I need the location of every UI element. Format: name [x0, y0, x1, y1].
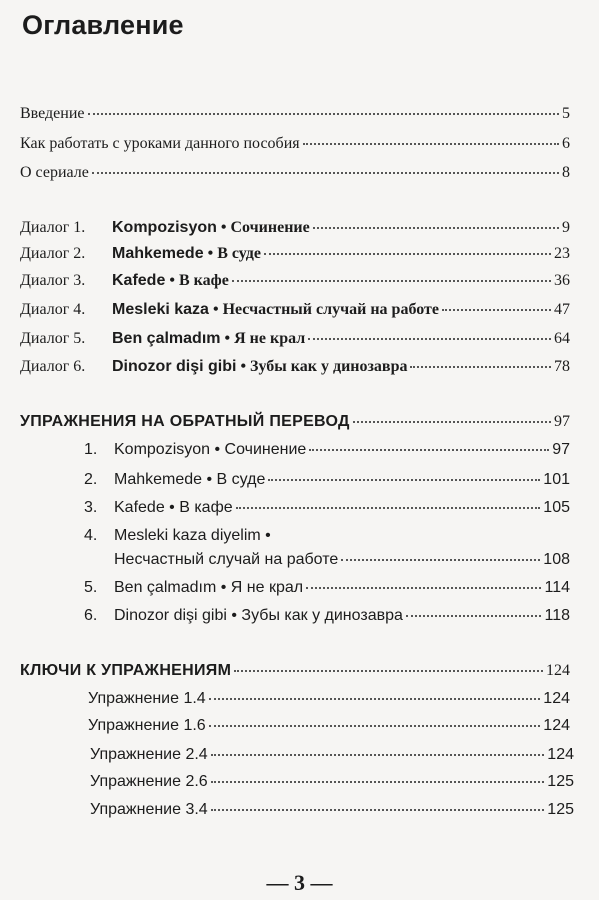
toc-entry-dialog — [20, 357, 570, 377]
title-separator: • — [236, 358, 251, 375]
dialog-title-russian: Зубы как у динозавра — [250, 358, 408, 375]
exercise-number: 2. — [84, 471, 98, 488]
dot-leader — [313, 227, 559, 229]
toc-entry-intro — [20, 104, 570, 124]
dot-leader — [209, 725, 541, 727]
toc-section-exercises — [20, 412, 570, 432]
key-label: Упражнение 1.6 — [88, 717, 206, 734]
toc-entry-label: Введение — [20, 105, 85, 122]
dot-leader — [264, 253, 551, 255]
toc-entry-dialog — [20, 300, 570, 320]
key-label: Упражнение 2.6 — [90, 773, 208, 790]
dot-leader — [211, 809, 545, 811]
dot-leader — [236, 507, 541, 509]
exercise-number: 6. — [84, 607, 98, 624]
dialog-title-russian: Несчастный случай на работе — [222, 301, 439, 318]
toc-entry-page: 101 — [543, 471, 570, 488]
dialog-title-turkish: Kafede — [112, 272, 166, 289]
title-separator: • — [220, 330, 235, 347]
toc-entry-page: 6 — [562, 135, 570, 152]
exercise-title: Kompozisyon • Сочинение — [114, 441, 307, 458]
title-separator: • — [208, 301, 223, 318]
toc-entry-key — [90, 745, 574, 765]
toc-entry-page: 9 — [562, 219, 570, 236]
exercise-title-continued: Несчастный случай на работе — [114, 551, 339, 568]
toc-entry-page: 97 — [552, 441, 570, 458]
toc-entry-exercise — [84, 578, 570, 598]
toc-entry-key — [90, 772, 574, 792]
toc-entry-page: 125 — [547, 801, 574, 818]
toc-entry-page: 5 — [562, 105, 570, 122]
toc-entry-page: 124 — [543, 690, 570, 707]
dialog-title-russian: В суде — [217, 245, 261, 262]
key-label: Упражнение 1.4 — [88, 690, 206, 707]
toc-entry-key — [90, 800, 574, 820]
toc-entry-page: 78 — [554, 358, 570, 375]
toc-entry-dialog — [20, 329, 570, 349]
exercise-title: Ben çalmadım • Я не крал — [114, 579, 304, 596]
dot-leader — [88, 113, 560, 115]
section-title: УПРАЖНЕНИЯ НА ОБРАТНЫЙ ПЕРЕВОД — [20, 413, 350, 430]
dot-leader — [303, 143, 559, 145]
toc-entry-page: 124 — [547, 746, 574, 763]
toc-entry-exercise — [84, 470, 570, 490]
toc-entry-page: 8 — [562, 164, 570, 181]
toc-entry-key — [88, 716, 570, 736]
dot-leader — [442, 309, 551, 311]
title-separator: • — [216, 219, 231, 236]
page-title: Оглавление — [22, 10, 184, 40]
toc-entry-dialog — [20, 244, 570, 264]
dot-leader — [353, 421, 551, 423]
toc-entry-series — [20, 163, 570, 183]
dot-leader — [268, 479, 540, 481]
toc-entry-page: 108 — [543, 551, 570, 568]
dialog-number: Диалог 6. — [20, 358, 86, 375]
key-label: Упражнение 3.4 — [90, 801, 208, 818]
toc-entry-page: 125 — [547, 773, 574, 790]
dot-leader — [309, 449, 549, 451]
exercise-title: Kafede • В кафе — [114, 499, 233, 516]
key-label: Упражнение 2.4 — [90, 746, 208, 763]
exercise-number: 4. — [84, 527, 98, 544]
toc-entry-dialog — [20, 218, 570, 238]
exercise-number: 1. — [84, 441, 98, 458]
dialog-title-turkish: Mesleki kaza — [112, 301, 209, 318]
toc-entry-page: 105 — [543, 499, 570, 516]
toc-entry-label: Как работать с уроками данного пособия — [20, 135, 300, 152]
section-title: КЛЮЧИ К УПРАЖНЕНИЯМ — [20, 662, 232, 679]
dialog-title-turkish: Mahkemede — [112, 245, 204, 262]
toc-entry-page: 64 — [554, 330, 570, 347]
dialog-title-russian: В кафе — [178, 272, 229, 289]
toc-entry-exercise-first-line — [84, 526, 570, 546]
toc-entry-page: 124 — [546, 662, 570, 679]
dialog-title-russian: Сочинение — [230, 219, 310, 236]
dot-leader — [410, 366, 551, 368]
dialog-title-turkish: Dinozor dişi gibi — [112, 358, 237, 375]
title-separator: • — [165, 272, 179, 289]
toc-entry-exercise — [114, 550, 570, 570]
dot-leader — [211, 754, 545, 756]
dot-leader — [234, 670, 543, 672]
exercise-number: 5. — [84, 579, 98, 596]
toc-entry-page: 36 — [554, 272, 570, 289]
toc-entry-page: 47 — [554, 301, 570, 318]
dot-leader — [406, 615, 542, 617]
dialog-number: Диалог 3. — [20, 272, 86, 289]
dialog-title-turkish: Ben çalmadım — [112, 330, 221, 347]
exercise-title: Mesleki kaza diyelim • — [114, 527, 271, 544]
dialog-number: Диалог 1. — [20, 219, 86, 236]
exercise-title: Dinozor dişi gibi • Зубы как у динозавра — [114, 607, 403, 624]
exercise-title: Mahkemede • В суде — [114, 471, 266, 488]
toc-entry-key — [88, 689, 570, 709]
toc-entry-page: 97 — [554, 413, 570, 430]
exercise-number: 3. — [84, 499, 98, 516]
dot-leader — [308, 338, 551, 340]
dialog-number: Диалог 2. — [20, 245, 86, 262]
toc-entry-dialog — [20, 271, 570, 291]
toc-entry-page: 124 — [543, 717, 570, 734]
toc-entry-howto — [20, 134, 570, 154]
toc-entry-page: 114 — [544, 579, 570, 596]
toc-entry-page: 23 — [554, 245, 570, 262]
dot-leader — [341, 559, 540, 561]
dialog-number: Диалог 4. — [20, 301, 86, 318]
dialog-number: Диалог 5. — [20, 330, 86, 347]
toc-entry-exercise — [84, 440, 570, 460]
toc-entry-exercise — [84, 606, 570, 626]
dot-leader — [209, 698, 541, 700]
dot-leader — [306, 587, 541, 589]
page-number: — 3 — — [266, 870, 333, 895]
dialog-title-russian: Я не крал — [234, 330, 306, 347]
dot-leader — [211, 781, 545, 783]
dot-leader — [92, 172, 559, 174]
toc-section-keys — [20, 661, 570, 681]
dot-leader — [232, 280, 551, 282]
toc-entry-exercise — [84, 498, 570, 518]
toc-entry-page: 118 — [544, 607, 570, 624]
title-separator: • — [203, 245, 218, 262]
dialog-title-turkish: Kompozisyon — [112, 219, 217, 236]
toc-entry-label: О сериале — [20, 164, 89, 181]
